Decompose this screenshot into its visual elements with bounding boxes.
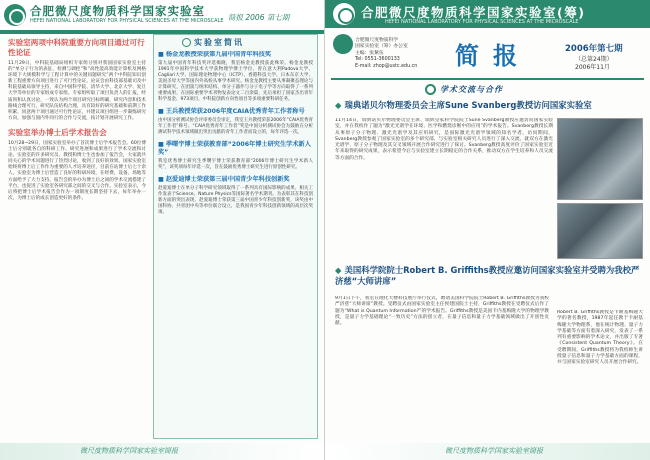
footer-text: 微尺度物质科学国家实验室简报 <box>445 447 543 455</box>
right-banner <box>325 0 650 28</box>
article-body: 11月14日，瑞典诺贝尔物理委员会主席、瑞典皇家科学院院士Sune Svanberg教授应邀访问国家实验室，并在我校作了题为“激光光谱学在环境、医学和燃烧诊断中的应用”的学术报告。Svanberg教授长期从事原子分子物理、激光光谱学及其应用研究，是国际激光光谱学领域的知名学者。访问期间，Svanberg教授参观了国家实验室的多个研究部，与实验室相关研究人员进行了深入交流，就双方在激光光谱学、原子分子物理及其交叉领域开展合作研究进行了探讨。Svanberg教授高度评价了国家实验室近年来取得的研究成果，表示希望今后与实验室建立长期稳定的合作关系，推动双方在学生培养和人员交流等方面的合作。 <box>335 118 553 161</box>
article-headline: ◆ 瑞典诺贝尔物理委员会主席Sune Svanberg教授访问国家实验室 <box>335 100 592 110</box>
newsletter-name: 简报 <box>455 42 531 70</box>
office-logo-icon <box>333 34 353 54</box>
issue-date: 2006年11月 <box>575 64 610 71</box>
section-icon <box>425 84 436 95</box>
bullet-icon: ■ <box>158 141 164 148</box>
issue-label: 简报 2006 第七期 <box>228 13 290 22</box>
issue-number: 2006年第七期 <box>565 44 623 54</box>
news-column <box>8 38 146 443</box>
briefs-icon <box>182 38 191 47</box>
brief-title: ■ 季曙宇博士荣获教育部“2006年博士研究生学术新人奖” <box>158 141 311 156</box>
lab-logo-icon <box>333 3 355 25</box>
meeting-photo <box>557 203 643 259</box>
article-headline: ◆ 美国科学院院士Robert B. Griffiths教授应邀访问国家实验室并受聘为我校严济慈“大师讲席” <box>335 265 640 286</box>
left-header <box>0 0 325 30</box>
diamond-bullet-icon: ◆ <box>335 265 342 275</box>
article-body: 10月28~29日，国家实验室举办了首次博士后学术报告会。60位博士后分别就各自的科研工作、研究进展和成果进行了学术交流和讨论。实验室的许多研究员、教授和博士生也参加了报告会，大家就共同关心的学术问题进行了热烈讨论，收到了良好的效果。国家实验室始终将博士后工作作为重要的人才培养途径，目前在站博士后七十余人，实验室为博士后营造了良好的科研环境，在经费、设备、场地等方面给予了大力支持。报告会的举办为博士后之间的学术交流搭建了平台，也促进了实验室各研究部之间的交叉与合作。实验室表示，今后将把博士后学术报告会作为一项制度长期坚持下去，每年举办一次，为博士后的成长创造更好的条件。 <box>8 140 146 201</box>
right-footer <box>325 443 650 460</box>
right-page <box>325 0 650 460</box>
bullet-icon: ■ <box>158 51 164 58</box>
article-body-column: Robert B. Griffiths教授是卡耐基梅隆大学的著名教授，1987年起任教于卡耐基梅隆大学物理系，他在统计物理、量子力学基础等方面有着深入研究，发表了一系列有重要影响的学术论文，并出版了专著《Consistent Quantum Theory》。在受聘期间，Griffiths教授将为我校师生讲授量子信息和量子力学基础方面的课程，并与国家实验室研究人员开展合作研究。 <box>557 310 643 366</box>
lab-title-en: HEFEI NATIONAL LABORATORY FOR PHYSICAL SCIENCES AT THE MICROSCALE <box>30 18 224 24</box>
article-body: 11月29日，中科院基础局组织专家组分别对我国国家实验室主持的“单分子行为的表征、检测与调控”和“高性能高效能计算机及网格环境下大规模科学与工程计算中的关键问题研究”两个中科院知识创新工程重要方向项目进行了可行性论证。论证会由科技部基础司及中科院基础局领导主持，来自中国科学院、清华大学、北京大学、复旦大学等单位的专家组成专家组。专家组听取了项目负责人的汇报，经质询和认真讨论，一致认为两个项目研究目标明确，研究内容和技术路线合理可行，研究队伍结构合理，具有较好的研究基础和前期工作积累，同意两个项目通过可行性论证，并建议项目组进一步凝练研究方向，加强与国内外同行的合作与交流，按计划开展研究工作。 <box>8 61 146 121</box>
article-title: 实验室两项中科院重要方向项目通过可行性论证 <box>8 38 145 57</box>
lab-logo-icon <box>4 4 26 26</box>
office-info: 合肥微尺度物质科学 国家实验室（筹）办公室 主编：张紫伍 Tel: 0551-3600133 E-mail: zhop@ustc.edu.cn <box>355 38 418 69</box>
section-label: 学术交流与合作 <box>440 85 503 94</box>
brief-title: ■ 王兵教授荣获2006年度CAIA优秀青年工作者称号 <box>158 108 305 115</box>
brief-body: 赵爱迪博士在单分子科学研究领域取得了一系列具有国际影响的成果，相关工作发表于Science、Nature Physics等国际著名学术期刊。为表彰其在科技创新方面的突出表现，赵爱迪博士荣获第三届中国青少年科技创新奖，该奖由中国科协、共青团中央等单位联合设立，是我国青少年科技创新领域的高层次奖项。 <box>158 186 313 215</box>
bullet-icon: ■ <box>158 176 164 183</box>
briefs-header: 实验室简讯 <box>194 38 244 47</box>
section-header <box>425 83 545 97</box>
banner-title-en: HEFEI NATIONAL LABORATORY FOR PHYSICAL SCIENCES AT THE MICROSCALE <box>385 19 579 25</box>
banner-title: 合肥微尺度物质科学国家实验室(筹) <box>361 5 586 20</box>
article-body: 9月1日下午，我室在理化大楼科技展厅举行仪式，聘请美国科学院院士Robert B. Griffiths教授为我校严济慈“大师讲席”教授。受聘仪式由国家实验室主任侯建国院士主持，Griffiths教授在受聘仪式后作了题为“What is Quantum Information?”的学术报告。Griffiths教授是美国卡内基梅隆大学的物理学教授，是量子力学基础理论“一致历史”方法的创立者，在量子信息和量子力学基础领域做出了开创性贡献。 <box>335 296 549 327</box>
speaker-photo <box>557 118 643 200</box>
brief-body: 我室优秀博士研究生季曙宇博士荣获教育部“2006年博士研究生学术新人奖”，该奖项每年评选一次，旨在鼓励优秀博士研究生进行原创性研究。 <box>158 159 313 170</box>
brief-title: ■ 杨金龙教授荣获第九届中国青年科技奖 <box>158 51 272 58</box>
left-footer <box>0 443 325 460</box>
briefs-box <box>153 34 318 439</box>
diamond-bullet-icon: ◆ <box>335 100 342 110</box>
brief-title: ■ 赵爱迪博士荣获第三届中国青少年科技创新奖 <box>158 176 290 183</box>
brief-body: 由中国分析测试协会评审委员会审定，我室王兵教授荣获2006年“CAIA优秀青年工作者”称号。“CAIA优秀青年工作者”奖是中国分析测试协会为鼓励在分析测试科学技术领域做出突出贡献的青年工作者而设立的，每年评选一次。 <box>158 118 313 135</box>
article-title: 实验室举办博士后学术报告会 <box>8 127 107 137</box>
footer-text: 微尺度物质科学国家实验室简报 <box>80 447 178 455</box>
issue-total: （总第24期） <box>575 56 613 63</box>
lab-title: 合肥微尺度物质科学国家实验室 <box>30 4 205 18</box>
brief-body: 第九届中国青年科技奖评选揭晓，我室杨金龙教授获此殊荣。杨金龙教授1991年中国科学技术大学获物理学博士学位，曾在意大利Padova大学、Cagliari大学、国际理论物理中心（ICTP）、香港科技大学、日本东京大学、美国圣母大学等国内外高校从事学术研究。杨金龙教授主要从事凝聚态理论与计算研究，在团簇与纳米结构、单分子器件与分子电子学等方向取得了一系列重要成果，在国际重要学术刊物发表论文二百余篇，先后承担了国家杰出青年科学基金、973项目、中科院创新方向性项目等多项重要科研任务。 <box>158 61 313 102</box>
masthead <box>325 30 650 78</box>
bullet-icon: ■ <box>158 108 164 115</box>
masthead-rule <box>331 78 644 80</box>
